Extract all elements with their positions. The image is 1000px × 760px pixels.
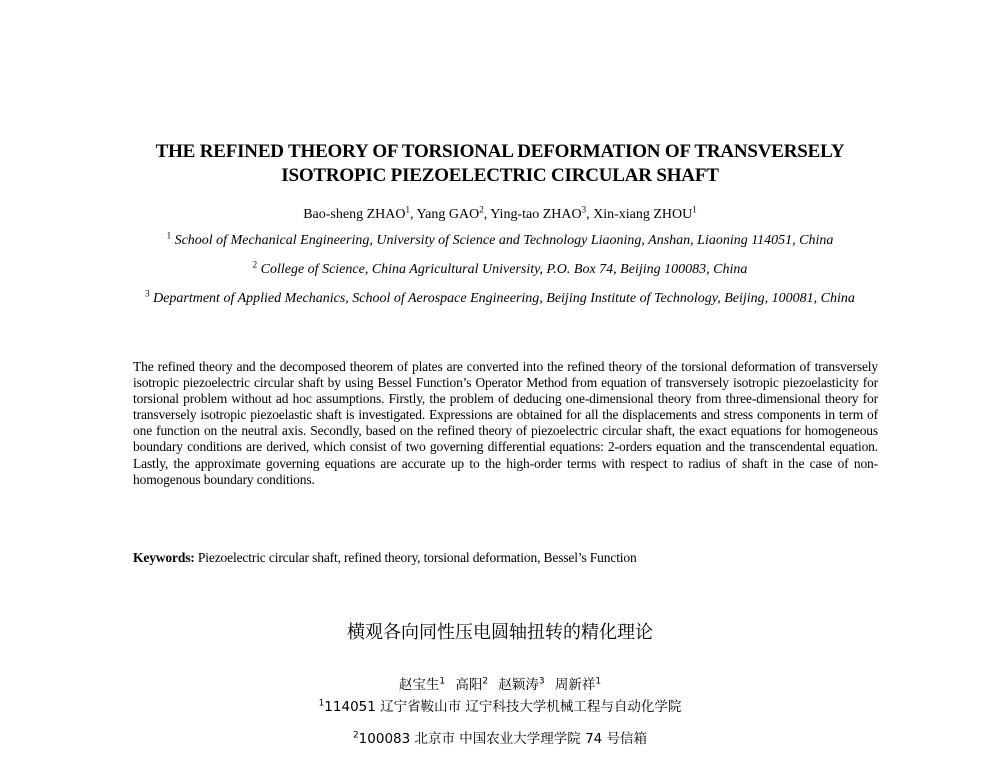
chinese-author-name: 赵宝生 (398, 677, 440, 693)
affiliation-mark: 1 (166, 230, 172, 241)
keywords-label: Keywords: (133, 550, 195, 565)
affiliation-mark: 3 (145, 288, 150, 299)
paper-title (120, 140, 880, 188)
affiliation-text: 100083 北京市 中国农业大学理学院 74 号信箱 (358, 731, 648, 747)
title-line-2: ISOTROPIC PIEZOELECTRIC CIRCULAR SHAFT (281, 165, 719, 186)
chinese-author-name: 周新祥 (554, 677, 596, 693)
affiliation-mark: 2 (352, 730, 359, 741)
affiliation-mark: 1 (318, 698, 325, 709)
chinese-author-name: 高阳 (455, 677, 483, 693)
affiliation-2 (130, 261, 870, 278)
affiliation-text: College of Science, China Agricultural University, P.O. Box 74, Beijing 100083, China (260, 262, 748, 277)
author-affiliation-mark: 3 (581, 204, 587, 215)
keywords-text: Piezoelectric circular shaft, refined theory, torsional deformation, Bessel’s Function (197, 550, 637, 565)
author-name: Ying-tao ZHAO (490, 207, 582, 222)
affiliation-text: Department of Applied Mechanics, School of Aerospace Engineering, Beijing Institute of Technology, Beijing, 100081, China (153, 291, 855, 306)
chinese-affiliation-2 (200, 730, 800, 748)
affiliation-1 (130, 232, 870, 249)
abstract-text: The refined theory and the decomposed theorem of plates are converted into the refined theory of the torsional deformation of transversely isotropic piezoelectric circular shaft by using Bessel Function’s Operator Method from equation of transversely isotropic piezoelasticity for torsional problem without ad hoc assumptions. Firstly, the problem of deducing one-dimensional theory from three-dimensional theory for transversely isotropic piezoelastic shaft is investigated. Expressions are obtained for all the displacements and stress components in term of one function on the neutral axis. Secondly, based on the refined theory of piezoelectric circular shaft, the exact equations for homogeneous boundary conditions are derived, which consist of two governing differential equations: 2-orders equation and the transcendental equation. Lastly, the approximate governing equations are accurate up to the high-order terms with respect to radius of shaft in the case of non-homogenous boundary conditions. (133, 359, 878, 487)
author-list: Bao-sheng ZHAO$^1$, Yang GAO$^2$, Ying-tao ZHAO$^3$, Xin-xiang ZHOU$^1$ (303, 204, 697, 222)
author-affiliation-mark: 3 (538, 676, 545, 687)
chinese-author-list (250, 676, 750, 694)
author-affiliation-mark: 1 (439, 676, 446, 687)
author-name: Xin-xiang ZHOU (593, 207, 693, 222)
affiliation-3 (130, 290, 870, 307)
chinese-author-name: 赵颖涛 (498, 677, 539, 693)
affiliation-text: School of Mechanical Engineering, University of Science and Technology Liaoning, Anshan, Liaoning 114051, China (174, 233, 834, 248)
author-affiliation-mark: 1 (405, 204, 410, 215)
affiliation-text: 114051 辽宁省鞍山市 辽宁科技大学机械工程与自动化学院 (324, 699, 682, 715)
author-affiliation-mark: 2 (482, 676, 489, 687)
author-affiliation-mark: 1 (692, 204, 697, 215)
author-name: Bao-sheng ZHAO (303, 207, 406, 222)
author-affiliation-mark: 1 (595, 676, 602, 687)
keywords (133, 549, 878, 566)
title-line-1: THE REFINED THEORY OF TORSIONAL DEFORMATION OF TRANSVERSELY (155, 141, 845, 162)
chinese-title: 横观各向同性压电圆轴扭转的精化理论 (347, 622, 653, 643)
author-name: Yang GAO (416, 207, 480, 222)
chinese-affiliation-1 (200, 698, 800, 716)
affiliation-mark: 2 (252, 259, 258, 270)
author-affiliation-mark: 2 (479, 204, 484, 215)
